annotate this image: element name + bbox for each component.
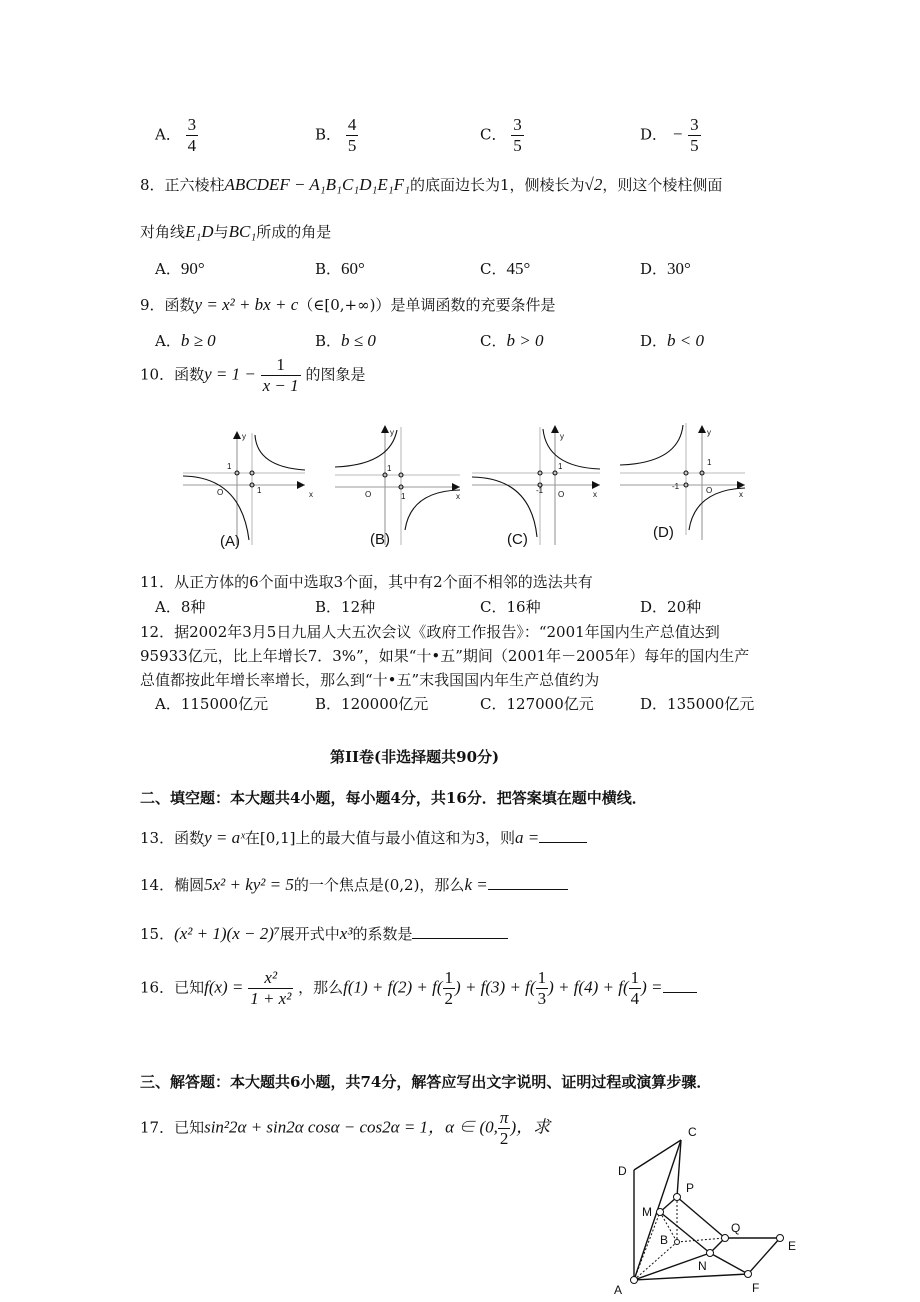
graph-b xyxy=(335,425,460,545)
point-label-a: A xyxy=(614,1283,623,1297)
q7-option-b[interactable]: B． $\frac{4}{5}$ xyxy=(315,115,357,155)
point-label-f: F xyxy=(752,1281,760,1295)
q12-option-c[interactable]: C．127000亿元 xyxy=(480,695,594,713)
q11-stem: 11．从正方体的6个面中选取3个面，其中有2个面不相邻的选法共有 xyxy=(140,573,593,591)
tick-label: 1 xyxy=(558,462,563,471)
answer-blank[interactable] xyxy=(412,922,508,939)
q9-option-d[interactable]: D．b < 0 xyxy=(640,331,705,350)
fraction: $\frac{1}{x - 1}$ xyxy=(262,355,299,395)
q17-stem: 17．已知sin²2α + sin2α cosα − cos2α = 1，α ∈ (0, $\frac{\pi}{2}$ )，求 xyxy=(140,1108,551,1148)
q7-option-c[interactable]: C． $\frac{3}{5}$ xyxy=(480,115,522,155)
q8-option-d[interactable]: D．30° xyxy=(640,259,691,278)
edge-nf xyxy=(710,1253,748,1274)
origin-label: O xyxy=(217,488,224,497)
q15-stem: 15．(x² + 1)(x − 2)⁷展开式中x³的系数是 xyxy=(140,922,508,944)
edge-fe xyxy=(748,1238,780,1274)
q9-stem: 9．函数y = x² + bx + c（∈[0,+∞)）是单调函数的充要条件是 xyxy=(140,295,556,314)
x-axis-label: x xyxy=(593,490,597,499)
graph-caption-b: (B) xyxy=(370,531,390,548)
fraction: $\frac{3}{4}$ xyxy=(187,115,197,155)
edge-dc xyxy=(634,1140,681,1170)
section2-heading: 二、填空题：本大题共4小题，每小题4分，共16分．把答案填在题中横线． xyxy=(140,789,647,807)
q8-option-a[interactable]: A．90° xyxy=(155,259,205,278)
q11-option-c[interactable]: C．16种 xyxy=(480,598,541,616)
point-label-m: M xyxy=(642,1205,652,1219)
q8-line2: 对角线E₁D与BC₁所成的角是 xyxy=(140,222,332,241)
q7-option-d[interactable]: D． − $\frac{3}{5}$ xyxy=(640,115,699,155)
q8-option-c[interactable]: C．45° xyxy=(480,259,531,278)
fraction: $\frac{3}{5}$ xyxy=(690,115,699,155)
graph-caption-d: (D) xyxy=(653,524,674,541)
q16-stem: 16．已知f(x) = $\frac{\text{x²}}{\text{1 + x²}}$ ，那么f(1) + f(2) + f( $\frac{1}{2}$ ) + f(3) + f( $\frac{1}{3}$ ) + f(4) + f( $\frac{1}{4}$ ) = xyxy=(140,968,697,1009)
point-label-b: B xyxy=(660,1233,669,1247)
point-label-e: E xyxy=(788,1239,797,1253)
q12-line3: 总值都按此年增长率增长，那么到“十•五”末我国国内年生产总值约为 xyxy=(140,671,600,689)
y-axis-label: y xyxy=(560,432,564,441)
tick-label: 1 xyxy=(401,492,406,501)
fraction: $\frac{3}{5}$ xyxy=(513,115,522,155)
edge-af xyxy=(634,1274,748,1280)
q10-stem: 10．函数y = 1 − $\frac{1}{x - 1}$ 的图象是 xyxy=(140,355,366,395)
q13-stem: 13．函数y = aˣ在[0,1]上的最大值与最小值这和为3，则a = xyxy=(140,826,587,848)
hidden-edge-bq xyxy=(677,1238,725,1242)
tick-label: 1 xyxy=(227,462,232,471)
point-label-n: N xyxy=(698,1259,707,1273)
y-axis-label: y xyxy=(707,428,711,437)
q11-option-b[interactable]: B．12种 xyxy=(315,598,376,616)
answer-blank[interactable] xyxy=(663,976,697,993)
q8-option-b[interactable]: B．60° xyxy=(315,259,365,278)
graph-caption-c: (C) xyxy=(507,531,528,548)
x-axis-label: x xyxy=(739,490,743,499)
graph-c xyxy=(472,425,600,545)
fraction: $\frac{\pi}{2}$ xyxy=(499,1108,509,1148)
q9-option-b[interactable]: B．b ≤ 0 xyxy=(315,331,376,350)
y-axis-label: y xyxy=(390,428,394,437)
q10-graphs xyxy=(175,405,775,560)
q12-option-d[interactable]: D．135000亿元 xyxy=(640,695,755,713)
point-label-q: Q xyxy=(731,1221,741,1235)
q9-option-a[interactable]: A．b ≥ 0 xyxy=(155,331,216,350)
part2-title: 第II卷(非选择题共90分) xyxy=(330,748,500,766)
fraction: $\frac{4}{5}$ xyxy=(347,115,357,155)
point-label-p: P xyxy=(686,1181,695,1195)
geometry-figure xyxy=(600,1120,820,1298)
fraction: $\frac{1}{2}$ xyxy=(444,968,454,1008)
q8-line1: 8．正六棱柱ABCDEF − A₁B₁C₁D₁E₁F₁的底面边长为1，侧棱长为√2，则这个棱柱侧面 xyxy=(140,175,723,194)
q7-option-a[interactable]: A． $\frac{3}{4}$ xyxy=(155,115,197,155)
q12-option-a[interactable]: A．115000亿元 xyxy=(155,695,269,713)
graph-d xyxy=(620,423,745,540)
fraction: $\frac{1}{3}$ xyxy=(537,968,547,1008)
q11-option-d[interactable]: D．20种 xyxy=(640,598,702,616)
x-axis-label: x xyxy=(309,490,313,499)
origin-label: O xyxy=(365,490,372,499)
answer-blank[interactable] xyxy=(539,826,587,843)
y-axis-label: y xyxy=(242,432,246,441)
graph-caption-a: (A) xyxy=(220,533,240,550)
graph-a xyxy=(183,431,305,545)
q12-line2: 95933亿元，比上年增长7．3%”，如果“十•五”期间（2001年－2005年）每年的国内生产 xyxy=(140,647,750,665)
fraction: $\frac{1}{4}$ xyxy=(630,968,640,1008)
tick-label: 1 xyxy=(387,464,392,473)
origin-label: O xyxy=(558,490,565,499)
point-label-c: C xyxy=(688,1125,697,1139)
tick-label: 1 xyxy=(257,486,262,495)
q11-option-a[interactable]: A．8种 xyxy=(155,598,206,616)
q14-stem: 14．椭圆5x² + ky² = 5的一个焦点是(0,2)，那么k = xyxy=(140,873,568,895)
answer-blank[interactable] xyxy=(488,873,568,890)
point-label-d: D xyxy=(618,1164,627,1178)
fraction: $\frac{\text{x²}}{\text{1 + x²}}$ xyxy=(250,968,292,1008)
q12-option-b[interactable]: B．120000亿元 xyxy=(315,695,429,713)
tick-label: -1 xyxy=(536,486,544,495)
tick-label: -1 xyxy=(672,482,680,491)
q9-option-c[interactable]: C．b > 0 xyxy=(480,331,544,350)
q12-line1: 12．据2002年3月5日九届人大五次会议《政府工作报告》：“2001年国内生产总值达到 xyxy=(140,623,720,641)
x-axis-label: x xyxy=(456,492,460,501)
section3-heading: 三、解答题：本大题共6小题，共74分，解答应写出文字说明、证明过程或演算步骤． xyxy=(140,1073,712,1091)
tick-label: 1 xyxy=(707,458,712,467)
origin-label: O xyxy=(706,486,713,495)
